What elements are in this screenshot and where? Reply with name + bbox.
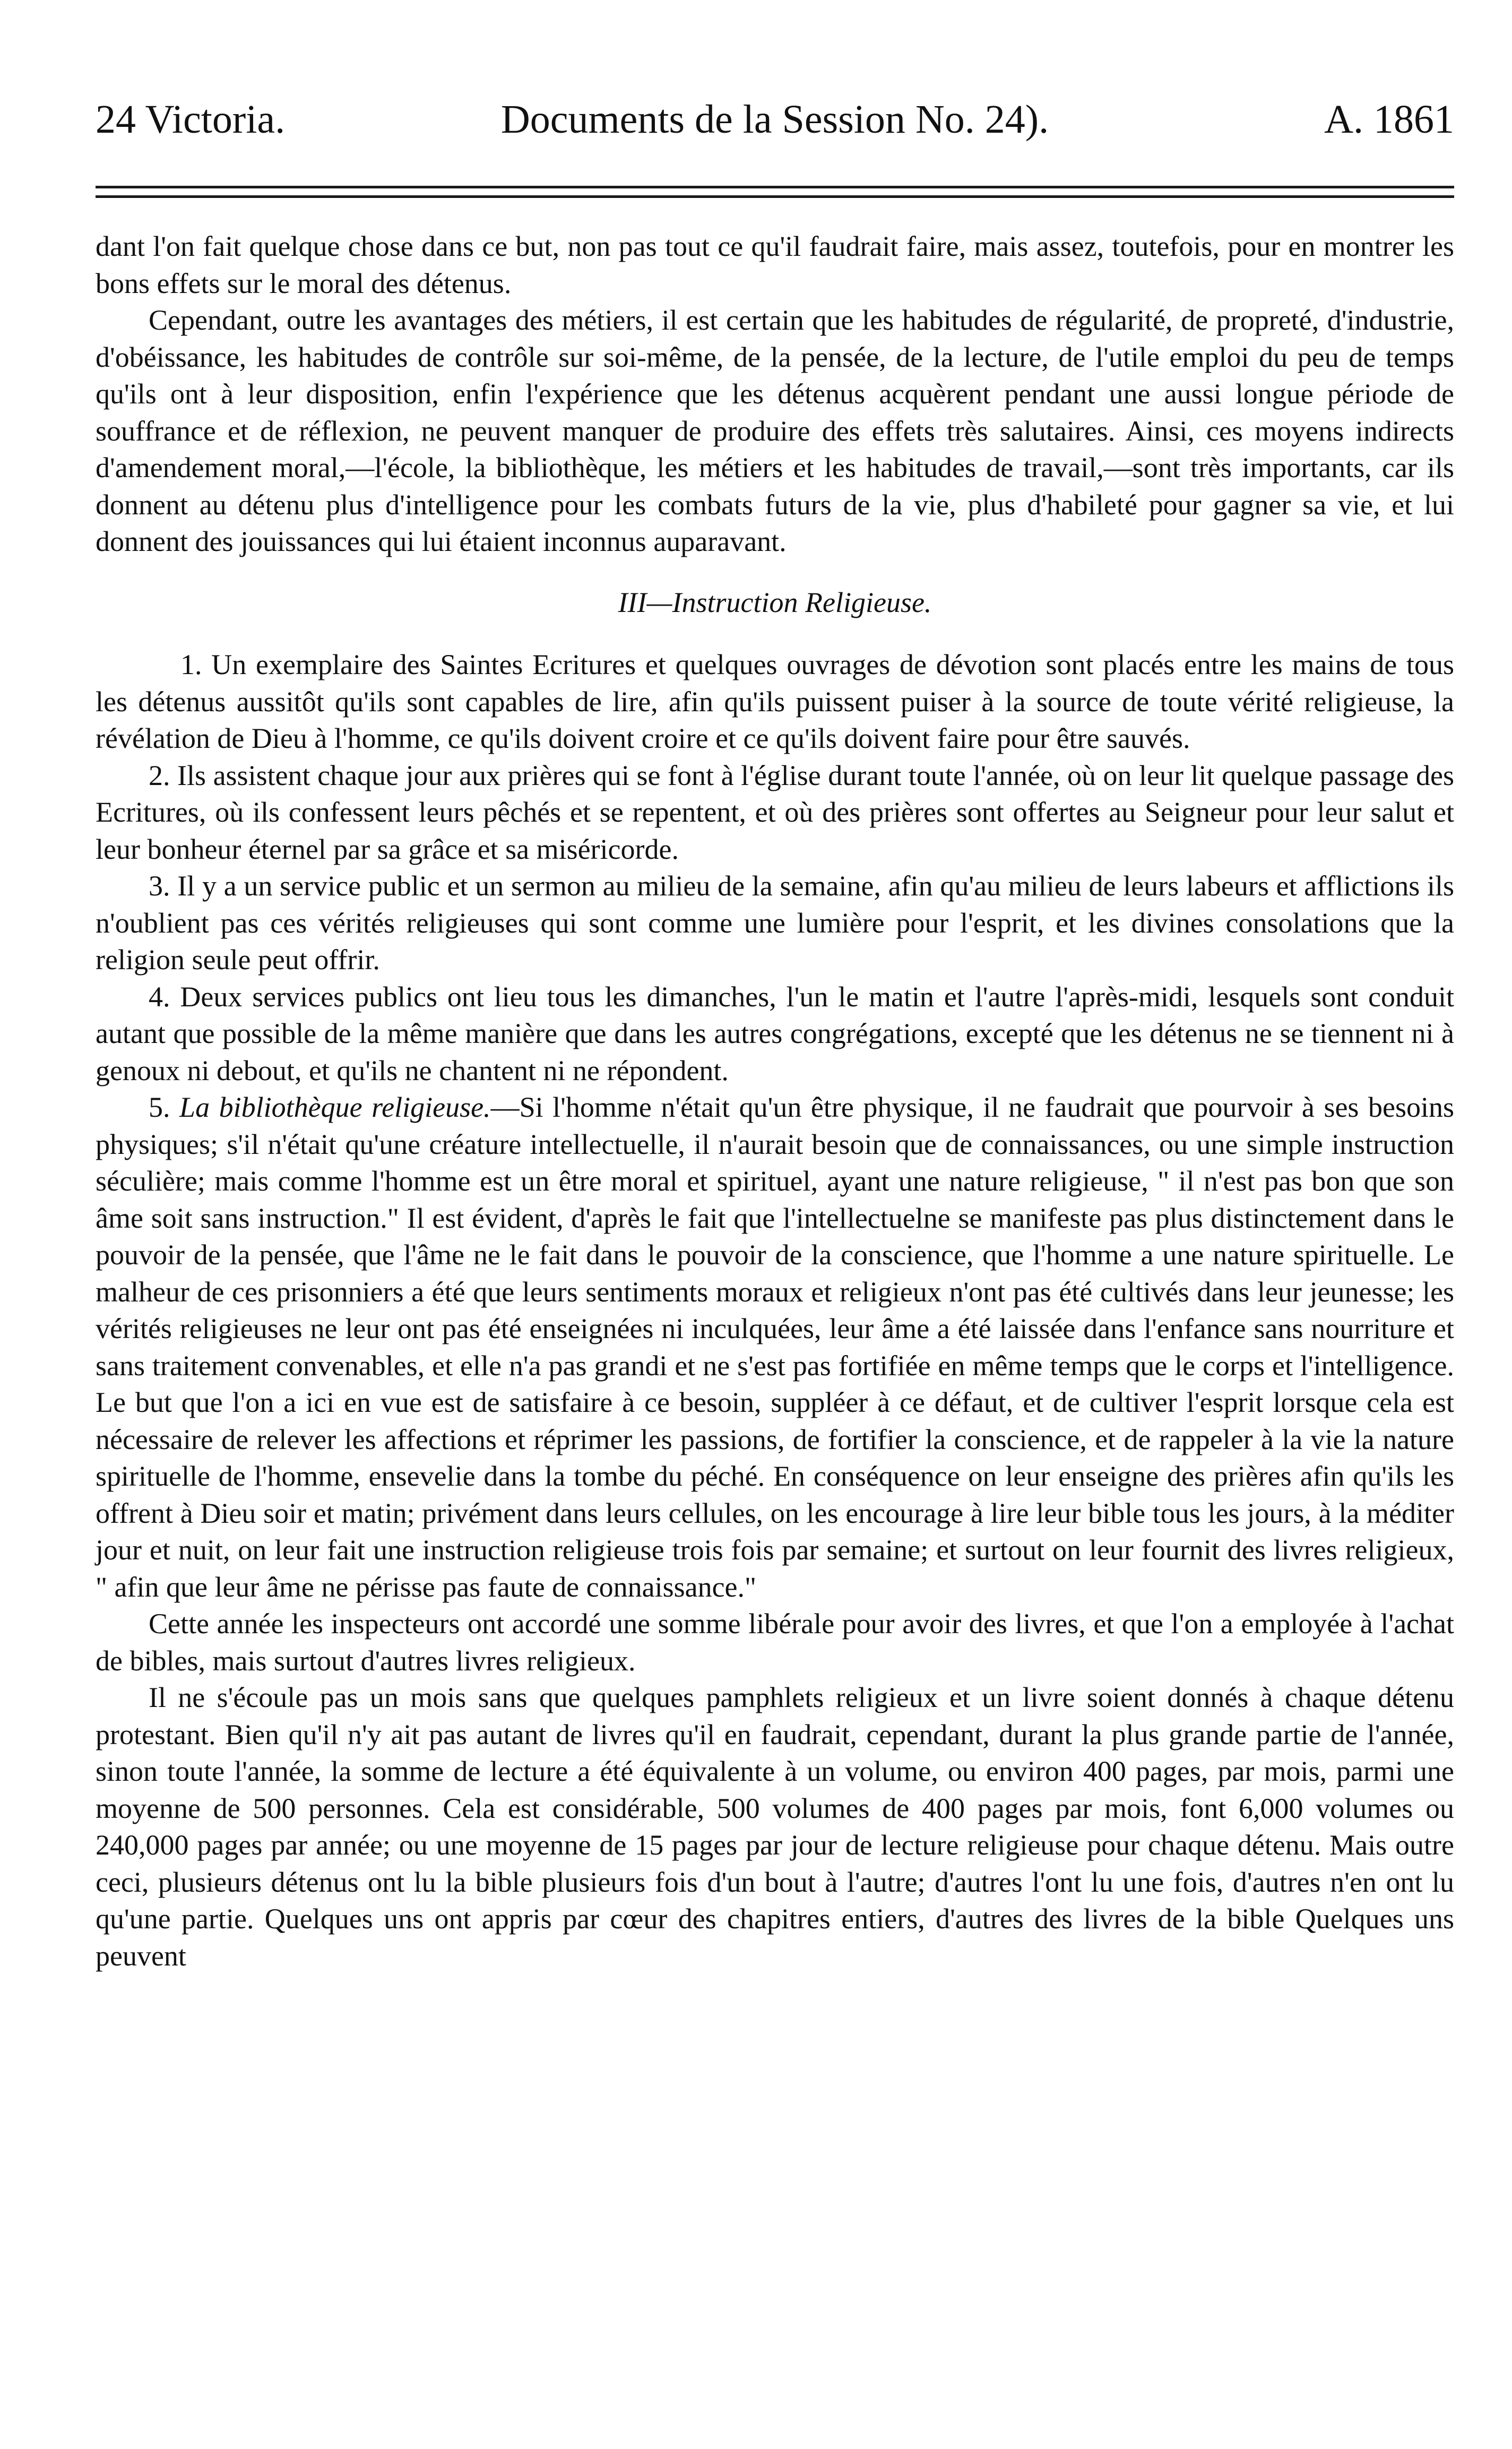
paragraph-cependant: Cependant, outre les avantages des métiers, il est certain que les habitudes de régularité, de propreté, d'industrie, d'obéissance, les habitudes de contrôle sur soi-même, de la pensée, de la lecture, de l'utile emploi du peu de temps qu'ils ont à leur disposition, enfin l'expérience que les détenus acquèrent pendant une aussi longue période de souffrance et de réflexion, ne peuvent manquer de produire des effets très salutaires. Ainsi, ces moyens indirects d'amendement moral,—l'école, la bibliothèque, les métiers et les habitudes de travail,—sont très importants, car ils donnent au détenu plus d'intelligence pour les combats futurs de la vie, plus d'habileté pour gagner sa vie, et lui donnent des jouissances qui lui étaient inconnus auparavant. (96, 304, 1454, 557)
header-document-title: Documents de la Session No. 24). (500, 97, 1049, 142)
paragraph-5-number: 5. (149, 1091, 170, 1123)
paragraph-5-heading: La bibliothèque religieuse. (179, 1091, 491, 1123)
paragraph-cette-annee: Cette année les inspecteurs ont accordé une somme libérale pour avoir des livres, et que l'on a employée à l'achat de bibles, mais surtout d'autres livres religieux. (96, 1608, 1454, 1677)
paragraph-continuation: dant l'on fait quelque chose dans ce but, non pas tout ce qu'il faudrait faire, mais assez, toutefois, pour en montrer les bons effets sur le moral des détenus. (96, 230, 1454, 299)
section-title: III—Instruction Religieuse. (618, 586, 932, 618)
header-page-ref: A. 1861 (1324, 97, 1454, 142)
numbered-paragraph-4: 4. Deux services publics ont lieu tous les dimanches, l'un le matin et l'autre l'après-midi, lesquels sont conduit autant que possible de la même manière que dans les autres congrégations, excepté que les détenus ne se tiennent ni à genoux ni debout, et qu'ils ne chantent ni ne répondent. (96, 980, 1454, 1086)
header-rule-top (96, 186, 1454, 188)
paragraph-pamphlets: Il ne s'écoule pas un mois sans que quelques pamphlets religieux et un livre soient donnés à chaque détenu protestant. Bien qu'il n'y ait pas autant de livres qu'il en faudrait, cependant, durant la plus grande partie de l'année, sinon toute l'année, la somme de lecture a été équivalente à un volume, ou environ 400 pages, par mois, parmi une moyenne de 500 personnes. Cela est considérable, 500 volumes de 400 pages par mois, font 6,000 volumes ou 240,000 pages par année; ou une moyenne de 15 pages par jour de lecture religieuse pour chaque détenu. Mais outre ceci, plusieurs détenus ont lu la bible plusieurs fois d'un bout à l'autre; d'autres l'ont lu une fois, d'autres n'en ont lu qu'une partie. Quelques uns ont appris par cœur des chapitres entiers, d'autres des livres de la bible Quelques uns peuvent (96, 1681, 1454, 1972)
numbered-paragraph-1: 1. Un exemplaire des Saintes Ecritures et quelques ouvrages de dévotion sont placés entre les mains de tous les détenus aussitôt qu'ils sont capables de lire, afin qu'ils puissent puiser à la source de toute vérité religieuse, la révélation de Dieu à l'homme, ce qu'ils doivent croire et ce qu'ils doivent faire pour être sauvés. (96, 649, 1454, 754)
numbered-paragraph-3: 3. Il y a un service public et un sermon au milieu de la semaine, afin qu'au milieu de leurs labeurs et afflictions ils n'oublient pas ces vérités religieuses qui sont comme une lumière pour l'esprit, et les divines consolations que la religion seule peut offrir. (96, 870, 1454, 976)
numbered-paragraph-2: 2. Ils assistent chaque jour aux prières qui se font à l'église durant toute l'année, où on leur lit quelque passage des Ecritures, où ils confessent leurs pêchés et se repentent, et où des prières sont offertes au Seigneur pour leur salut et leur bonheur éternel par sa grâce et sa miséricorde. (96, 759, 1454, 865)
header-session-year: 24 Victoria. (96, 97, 286, 142)
header-rule-bottom (96, 195, 1454, 198)
running-header (96, 90, 1454, 149)
numbered-paragraph-5 (96, 1089, 1454, 1606)
paragraph-5-text: —Si l'homme n'était qu'un être physique, il ne faudrait que pourvoir à ses besoins physiques; s'il n'était qu'une créature intellectuelle, il n'aurait besoin que de connaissances, ou une simple instruction séculière; mais comme l'homme est un être moral et spirituel, ayant une nature religieuse, " il n'est pas bon que son âme soit sans instruction." Il est évident, d'après le fait que l'intellectuelne se manifeste pas plus distinctement dans le pouvoir de la pensée, que l'âme ne le fait dans le pouvoir de la conscience, que l'homme a une nature spirituelle. Le malheur de ces prisonniers a été que leurs sentiments moraux et religieux n'ont pas été cultivés dans leur jeunesse; les vérités religieuses ne leur ont pas été enseignées ni inculquées, leur âme a été laissée dans l'enfance sans nourriture et sans traitement convenables, et elle n'a pas grandi et ne s'est pas fortifiée en même temps que le corps et l'intelligence. Le but que l'on a ici en vue est de satisfaire à ce besoin, suppléer à ce défaut, et de cultiver l'esprit lorsque cela est nécessaire de relever les affections et réprimer les passions, de fortifier la conscience, et de rappeler à la vie la nature spirituelle de l'homme, ensevelie dans la tombe du péché. En conséquence on leur enseigne des prières afin qu'ils les offrent à Dieu soir et matin; privément dans leurs cellules, on les encourage à lire leur bible tous les jours, à la méditer jour et nuit, on leur fait une instruction religieuse trois fois par semaine; et surtout on leur fournit des livres religieux, " afin que leur âme ne périsse pas faute de connaissance." (96, 1091, 1454, 1603)
body-text (96, 228, 1454, 1974)
